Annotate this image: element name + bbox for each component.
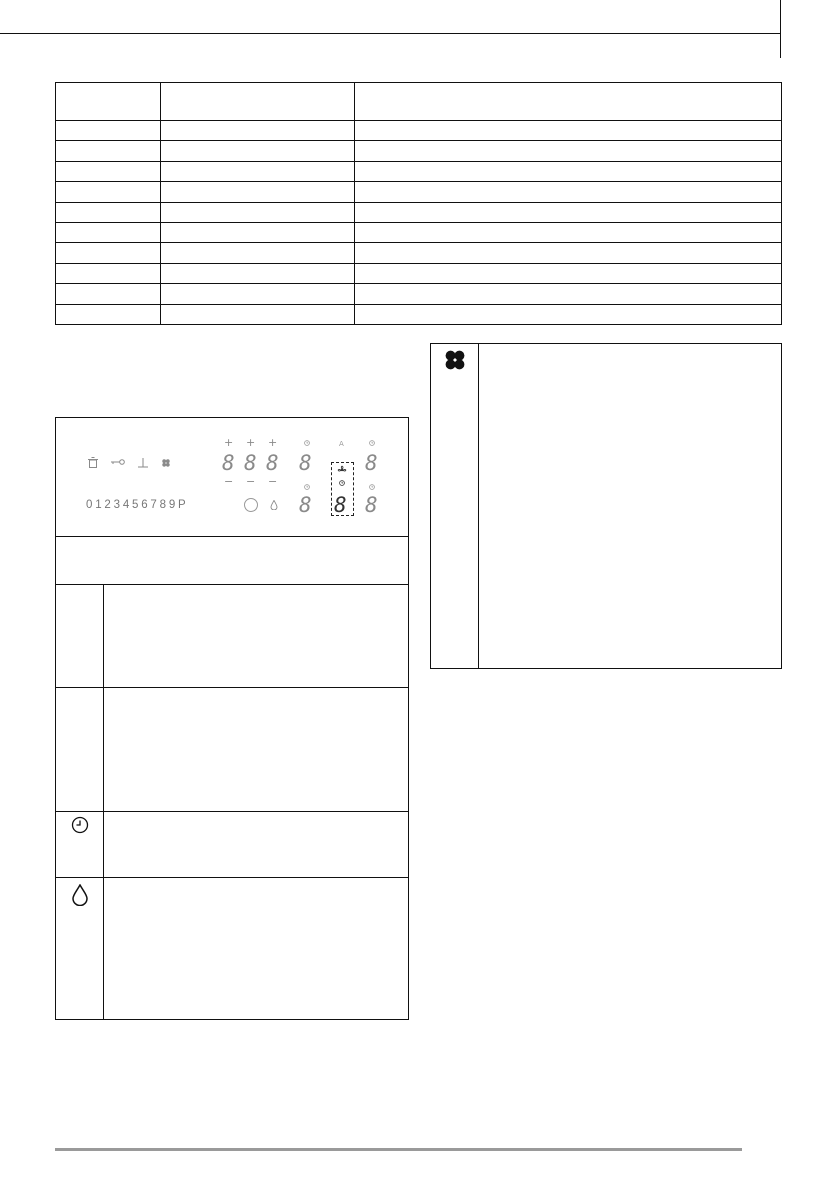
table-row bbox=[56, 243, 782, 263]
crop-mark-vertical bbox=[780, 0, 781, 58]
segment-display: 8 bbox=[222, 451, 235, 475]
plus-sign: + bbox=[268, 436, 278, 449]
minus-sign: − bbox=[246, 475, 256, 488]
table-row bbox=[56, 877, 408, 1019]
level-8: 8 bbox=[159, 499, 167, 511]
power-icon bbox=[244, 498, 258, 512]
plus-sign: + bbox=[246, 436, 256, 449]
footer-bar bbox=[55, 1148, 742, 1151]
level-1: 1 bbox=[95, 499, 103, 511]
clock-icon bbox=[71, 816, 89, 834]
level-0: 0 bbox=[86, 499, 93, 511]
icon-cell bbox=[431, 344, 479, 668]
table-header-row bbox=[56, 83, 782, 121]
table-row bbox=[56, 584, 408, 687]
segment-display: 8 bbox=[299, 493, 312, 517]
table-row bbox=[56, 202, 782, 222]
hood-fan-icon bbox=[336, 465, 348, 475]
segment-display: 8 bbox=[365, 493, 378, 517]
level-5: 5 bbox=[132, 499, 139, 511]
level-2: 2 bbox=[104, 499, 112, 511]
table-row bbox=[56, 687, 408, 811]
drop-icon bbox=[270, 500, 278, 510]
table-row bbox=[56, 182, 782, 202]
stop-icon bbox=[138, 458, 148, 468]
segment-display: 8 bbox=[266, 451, 279, 475]
level-4: 4 bbox=[122, 499, 130, 511]
table-row bbox=[56, 222, 782, 242]
level-9: 9 bbox=[168, 499, 176, 511]
table-row bbox=[56, 263, 782, 283]
level-6: 6 bbox=[141, 499, 149, 511]
crop-mark-horizontal bbox=[0, 0, 780, 34]
bin-icon bbox=[88, 457, 98, 468]
level-7: 7 bbox=[150, 499, 158, 511]
power-level-row bbox=[86, 499, 189, 511]
icon-cell bbox=[56, 585, 104, 687]
plus-sign: + bbox=[224, 436, 234, 449]
drop-icon bbox=[71, 884, 89, 906]
key-icon bbox=[111, 459, 125, 465]
segment-display: 8 bbox=[299, 451, 312, 475]
fan-icon bbox=[162, 459, 170, 467]
minus-sign: − bbox=[268, 475, 278, 488]
auto-label: A bbox=[339, 440, 344, 448]
segment-display: 8 bbox=[244, 451, 257, 475]
table-row bbox=[56, 537, 408, 584]
table-row bbox=[56, 284, 782, 304]
table-row bbox=[56, 121, 782, 141]
timer-icon bbox=[339, 480, 345, 486]
segment-display: 8 bbox=[334, 493, 347, 517]
fan-icon bbox=[445, 350, 465, 370]
table-row bbox=[56, 811, 408, 877]
timer-icon bbox=[304, 440, 310, 446]
level-p: P bbox=[178, 499, 187, 511]
timer-icon bbox=[304, 484, 310, 490]
left-description-table bbox=[55, 537, 409, 1020]
table-row bbox=[56, 161, 782, 181]
table-row bbox=[56, 141, 782, 161]
timer-icon bbox=[369, 440, 375, 446]
top-table bbox=[55, 82, 782, 325]
segment-display: 8 bbox=[365, 451, 378, 475]
icon-cell bbox=[56, 688, 104, 811]
icon-cell bbox=[56, 878, 104, 1019]
table-row bbox=[56, 304, 782, 324]
level-3: 3 bbox=[113, 499, 121, 511]
minus-sign: − bbox=[224, 475, 234, 488]
timer-icon bbox=[369, 484, 375, 490]
right-description-table bbox=[430, 343, 782, 669]
icon-cell bbox=[56, 812, 104, 877]
control-panel-illustration bbox=[55, 417, 409, 537]
